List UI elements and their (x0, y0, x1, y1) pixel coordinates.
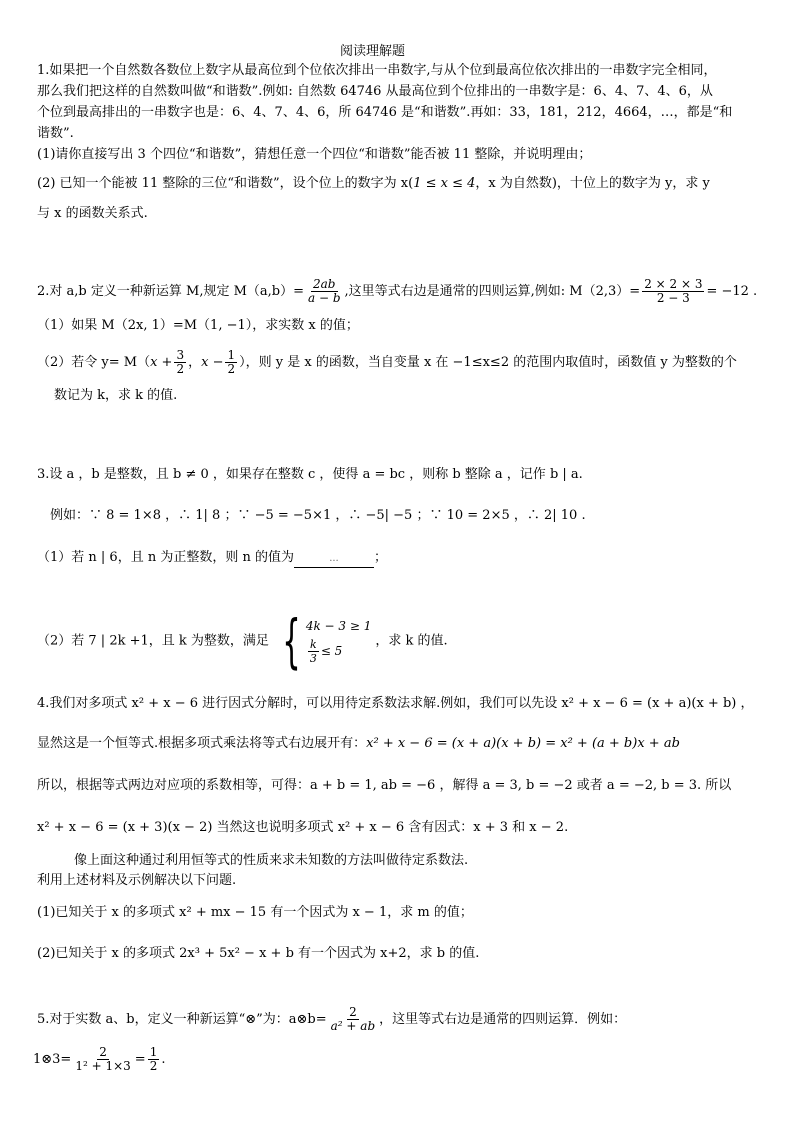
q2-part-2-a: （2）若令 y= M（ (37, 355, 151, 370)
q2-arg1-den: 2 (176, 362, 185, 376)
q3-answer-blank[interactable]: ... (294, 551, 374, 568)
q5-example-end: . (161, 1052, 166, 1067)
q2-arg1-num: 3 (176, 348, 185, 362)
q5-example (33, 1046, 165, 1073)
q3-system-rows (306, 618, 372, 665)
q3-intro: 3.设 a ，b 是整数，且 b ≠ 0 ，如果存在整数 c ，使得 a = bc ，则称 b 整除 a ，记作 b | a. (37, 467, 583, 482)
q1-part-2-condition: 1 ≤ x ≤ 4 (413, 176, 476, 191)
q2-arg1-x: x + (150, 355, 173, 370)
q3-system-row-2 (306, 638, 372, 665)
q5-intro-b: ，这里等式右边是通常的四则运算．例如： (379, 1012, 627, 1027)
q4-line-3: 所以，根据等式两边对应项的系数相等，可得：a + b = 1, ab = −6 ，解得 a = 3, b = −2 或者 a = −2, b = 3. 所以 (37, 778, 732, 793)
q1-line-2: 那么我们把这样的自然数叫做“和谐数”.例如: 自然数 64746 从最高位到个位排出的一串数字是：6、4、7、4、6，从 (37, 84, 713, 99)
q3-part-2-b: ，求 k 的值. (375, 633, 448, 649)
q4-line-4: x² + x − 6 = (x + 3)(x − 2) 当然这也说明多项式 x² + x − 6 含有因式：x + 3 和 x − 2. (37, 820, 569, 835)
q3-row-2-relation: ≤ 5 (320, 643, 343, 658)
q2-def-denominator: a − b (308, 291, 341, 305)
q2-ex-numerator: 2 × 2 × 3 (644, 277, 703, 291)
q5-ex-numerator: 2 (99, 1045, 107, 1059)
q2-part-2-cont: 数记为 k，求 k 的值. (54, 388, 178, 403)
q5-ex-denominator: 1² + 1×3 (75, 1059, 131, 1073)
q2-ex-denominator: 2 − 3 (656, 291, 690, 305)
q3-row-2-den: 3 (309, 651, 317, 665)
q5-def-numerator: 2 (349, 1005, 357, 1019)
q5-definition-fraction (329, 1006, 377, 1033)
q1-part-2-text-a: (2) 已知一个能被 11 整除的三位“和谐数”，设个位上的数字为 x( (37, 176, 414, 191)
q5-def-denominator: a² + ab (330, 1019, 376, 1033)
q3-row-2-fraction (308, 638, 319, 665)
q4-line-2-a: 显然这是一个恒等式.根据多项式乘法将等式右边展开有： (37, 736, 367, 751)
q5-intro-a: 5.对于实数 a、b，定义一种新运算“⊗”为：a⊗b= (37, 1012, 327, 1027)
q4-line-6: 利用上述材料及示例解决以下问题. (37, 873, 237, 888)
q5-result-den: 2 (149, 1059, 158, 1073)
q2-intro-b: ,这里等式右边是通常的四则运算,例如: M（2,3）= (344, 284, 641, 299)
q5-result-fraction (148, 1046, 160, 1073)
q3-brace: { (282, 607, 301, 675)
q1-line-3: 个位到最高排出的一串数字也是：6、4、7、4、6，所 64746 是“和谐数”.再如：33，181，212，4664，…，都是“和 (37, 105, 733, 120)
q2-intro-a: 2.对 a,b 定义一种新运算 M,规定 M（a,b）= (37, 284, 304, 299)
q1-part-2-cont: 与 x 的函数关系式. (37, 206, 148, 221)
q4-part-2: (2)已知关于 x 的多项式 2x³ + 5x² − x + b 有一个因式为 x+2，求 b 的值. (37, 946, 480, 961)
q2-def-numerator: 2ab (313, 277, 336, 291)
q3-part-2 (37, 607, 448, 675)
q3-part-2-a: （2）若 7 | 2k +1，且 k 为整数，满足 (37, 633, 269, 649)
q1-line-4: 谐数”. (37, 126, 74, 141)
q3-system-row-1: 4k − 3 ≥ 1 (305, 618, 372, 633)
q2-arg2-den: 2 (227, 362, 236, 376)
q2-part-1: （1）如果 M（2x, 1）=M（1, −1），求实数 x 的值； (37, 318, 359, 333)
q2-intro (37, 278, 757, 305)
q4-line-1: 4.我们对多项式 x² + x − 6 进行因式分解时，可以用待定系数法求解.例如，我们可以先设 x² + x − 6 = (x + a)(x + b) ， (37, 696, 754, 711)
q5-example-a: 1⊗3= (33, 1052, 72, 1067)
q2-definition-fraction (306, 278, 343, 305)
q3-example: 例如：∵ 8 = 1×8 ，∴ 1| 8 ；∵ −5 = −5×1 ，∴ −5| −5 ；∵ 10 = 2×5 ，∴ 2| 10 . (50, 508, 586, 523)
q4-part-1: (1)已知关于 x 的多项式 x² + mx − 15 有一个因式为 x − 1，求 m 的值； (37, 905, 473, 920)
q2-arg2-x: x − (201, 355, 224, 370)
q2-part-2 (37, 349, 737, 376)
q2-arg-separator: ， (188, 355, 202, 370)
q4-line-5: 像上面这种通过利用恒等式的性质来求未知数的方法叫做待定系数法. (74, 853, 469, 868)
q4-line-2-expansion: x² + x − 6 = (x + a)(x + b) = x² + (a + b)x + ab (366, 736, 680, 751)
q5-intro (37, 1006, 626, 1033)
q2-example-result: = −12 . (706, 284, 758, 299)
q3-inequality-system (273, 607, 372, 675)
q5-example-fraction (73, 1046, 132, 1073)
q2-example-fraction (642, 278, 704, 305)
q5-result-num: 1 (149, 1045, 158, 1059)
q3-row-2-num: k (309, 637, 317, 651)
q3-part-1-b: ； (373, 550, 387, 565)
q1-part-2-text-b: ，x 为自然数)，十位上的数字为 y，求 y (475, 176, 710, 191)
q1-part-2 (37, 176, 710, 192)
q1-part-1: (1)请你直接写出 3 个四位“和谐数”，猜想任意一个四位“和谐数”能否被 11 整除，并说明理由； (37, 147, 592, 162)
q3-part-1-a: （1）若 n | 6，且 n 为正整数，则 n 的值为 (37, 550, 294, 565)
q2-part-2-b: ），则 y 是 x 的函数，当自变量 x 在 −1≤x≤2 的范围内取值时，函数值 y 为整数的个 (239, 355, 737, 370)
q4-line-2 (37, 736, 680, 752)
q1-line-1: 1.如果把一个自然数各数位上数字从最高位到个位依次排出一串数字,与从个位到最高位依次排出的一串数字完全相同， (37, 63, 717, 78)
q2-arg1-fraction (174, 349, 186, 376)
page-title: 阅读理解题 (340, 44, 406, 59)
q3-part-1 (37, 550, 387, 568)
q2-arg2-num: 1 (227, 348, 236, 362)
q2-arg2-fraction (225, 349, 237, 376)
q5-example-equals: = (134, 1052, 146, 1067)
